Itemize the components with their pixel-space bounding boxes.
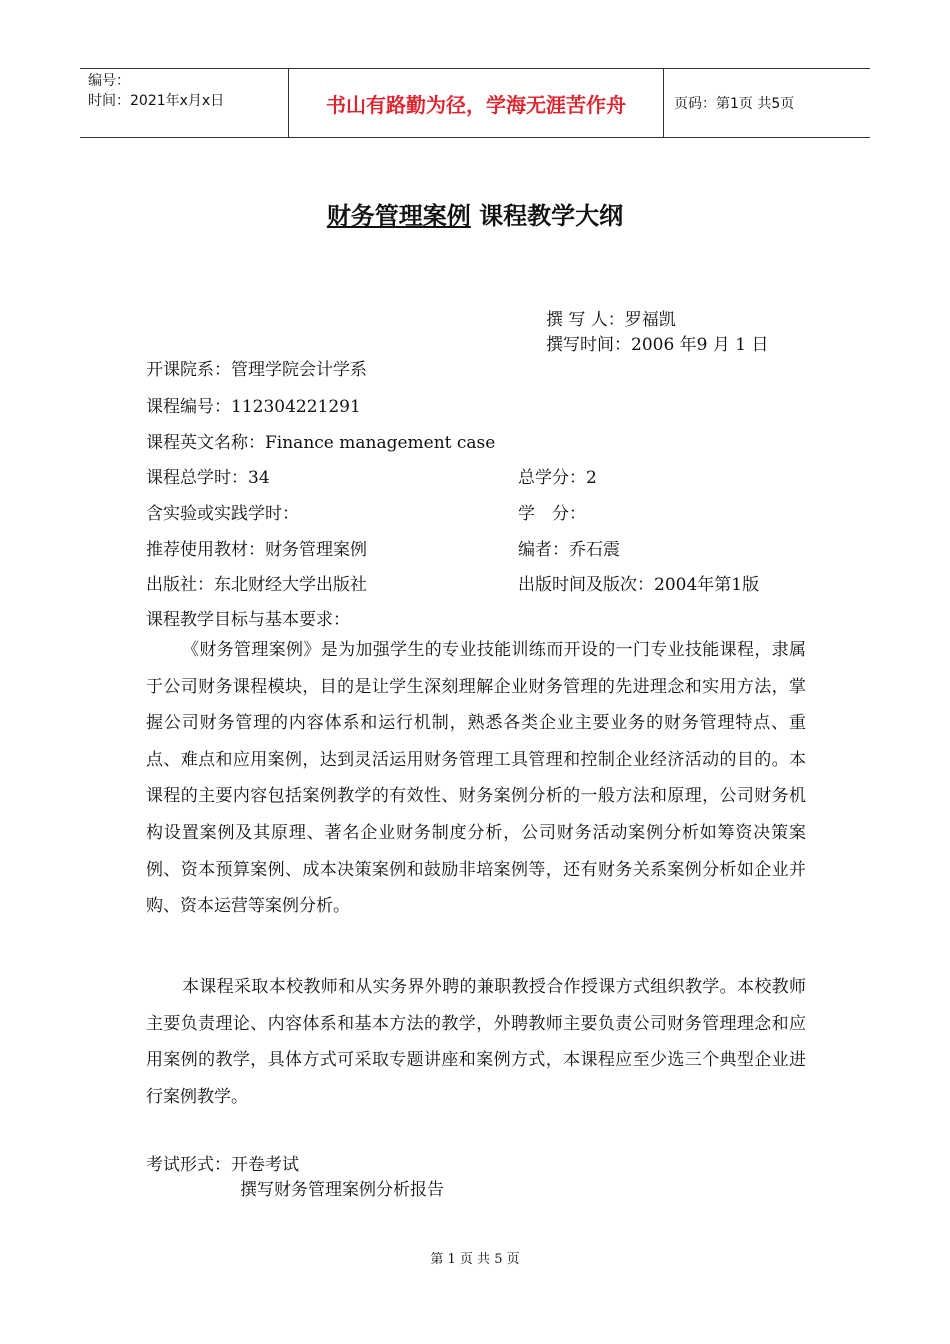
paragraph-text: 本课程采取本校教师和从实务界外聘的兼职教授合作授课方式组织教学。本校教师主要负责理论、内容体系和基本方法的教学，外聘教师主要负责公司财务管理理念和应用案例的教学，具体方式可采取专题讲座和案例方式，本课程应至少选三个典型企业进行案例教学。: [146, 977, 806, 1107]
title-rest: 课程教学大纲: [470, 202, 624, 230]
practice-hours: 含实验或实践学时：: [146, 504, 299, 524]
textbook: 推荐使用教材：财务管理案例: [146, 540, 367, 560]
body-paragraph-1: [146, 632, 806, 925]
department: 开课院系：管理学院会计学系: [146, 360, 367, 380]
number-label: 编号：: [88, 73, 130, 89]
page-footer: 第 1 页 共 5 页: [430, 1252, 520, 1267]
date-label: 时间：2021年x月x日: [88, 93, 225, 109]
exam-report: 撰写财务管理案例分析报告: [240, 1180, 444, 1200]
header-page: 页码：第1页 共5页: [674, 96, 795, 112]
paragraph-text: 《财务管理案例》是为加强学生的专业技能训练而开设的一门专业技能课程，隶属于公司财务课程模块，目的是让学生深刻理解企业财务管理的先进理念和实用方法，掌握公司财务管理的内容体系和运行机制，熟悉各类企业主要业务的财务管理特点、重点、难点和应用案例，达到灵活运用财务管理工具管理和控制企业经济活动的目的。本课程的主要内容包括案例教学的有效性、财务案例分析的一般方法和原理，公司财务机构设置案例及其原理、著名企业财务制度分析，公司财务活动案例分析如筹资决策案例、资本预算案例、成本决策案例和鼓励非培案例等，还有财务关系案例分析如企业并购、资本运营等案例分析。: [146, 640, 806, 917]
credits: 学 分：: [518, 504, 586, 524]
total-hours: 课程总学时：34: [146, 468, 270, 488]
header-meta: [80, 69, 288, 137]
course-code: 课程编号：112304221291: [146, 397, 361, 417]
exam-form: 考试形式：开卷考试: [146, 1155, 299, 1175]
body-paragraph-2: [146, 969, 806, 1115]
edition: 出版时间及版次：2004年第1版: [518, 575, 760, 595]
header-motto: 书山有路勤为径，学海无涯苦作舟: [288, 69, 664, 137]
page-title: [0, 196, 950, 231]
header-table: [80, 68, 870, 138]
title-underlined: 财务管理案例: [326, 202, 471, 230]
goals-heading: 课程教学目标与基本要求：: [146, 610, 350, 630]
editor: 编者：乔石震: [518, 540, 620, 560]
author-write-time: 撰写时间：2006 年9 月 1 日: [546, 335, 769, 355]
total-credits: 总学分：2: [518, 468, 597, 488]
publisher: 出版社：东北财经大学出版社: [146, 575, 367, 595]
english-name: 课程英文名称：Finance management case: [146, 433, 496, 453]
author-writer: 撰 写 人：罗福凯: [546, 310, 676, 330]
